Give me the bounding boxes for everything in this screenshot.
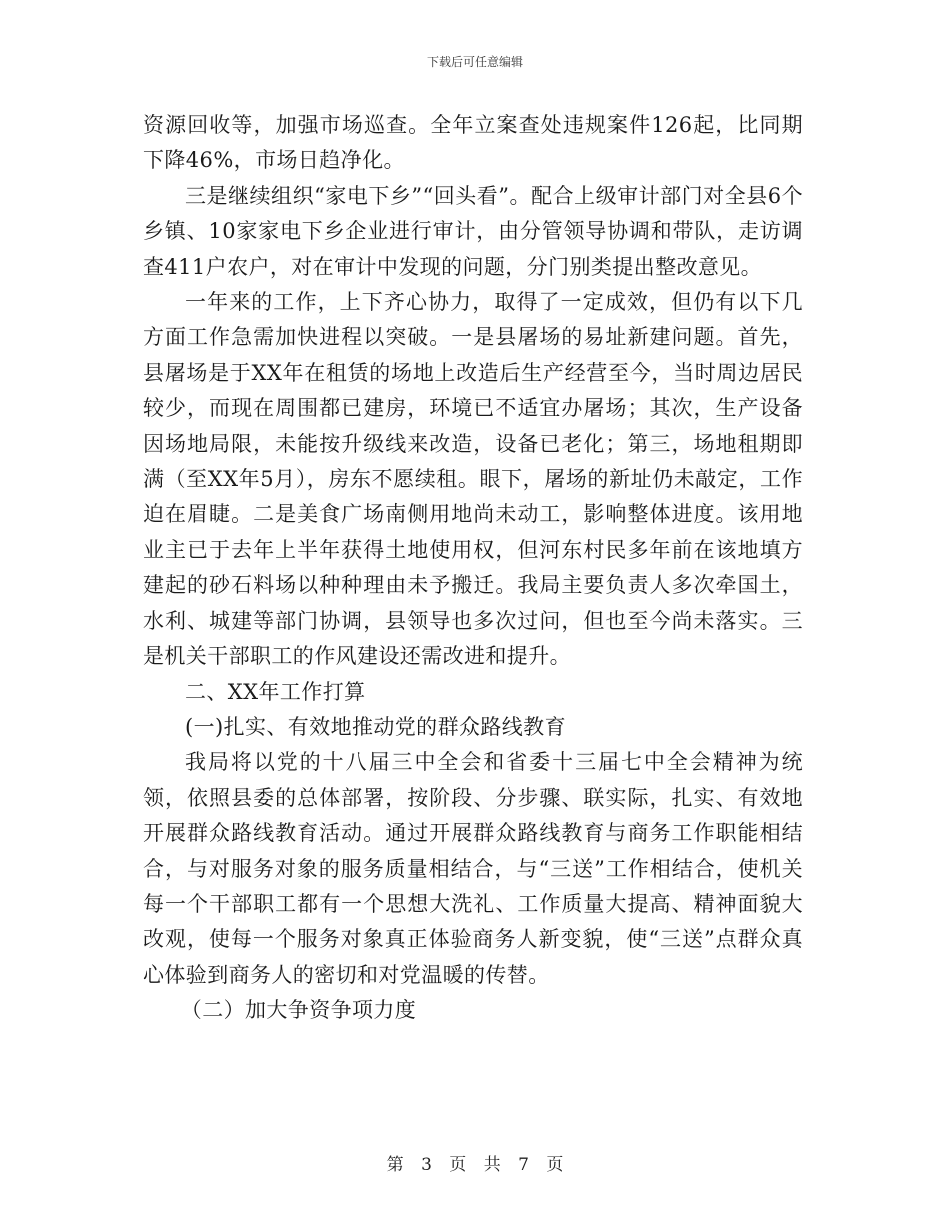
subheading-funding: （二）加大争资争项力度: [180, 998, 417, 1023]
footer-label-ye-2: 页: [546, 1155, 564, 1175]
total-page-number: 7: [518, 1155, 529, 1175]
page-header: 下载后可任意编辑: [426, 55, 523, 69]
paragraph-continuation: 资源回收等，加强市场巡查。全年立案查处违规案件126起，比同期下降46%，市场日趋净化。: [143, 113, 803, 173]
paragraph-mass-line-education: 我局将以党的十八届三中全会和省委十三届七中全会精神为统领，依照县委的总体部署，按阶段、分步骤、联实际，扎实、有效地开展群众路线教育活动。通过开展群众路线教育与商务工作职能相结合，与对服务对象的服务质量相结合，与“三送”工作相结合，使机关每一个干部职工都有一个思想大洗礼、工作质量大提高、精神面貌大改观，使每一个服务对象真正体验商务人新变貌，使“三送”点群众真心体验到商务人的密切和对党温暖的传替。: [143, 750, 803, 987]
footer-label-gong: 共: [483, 1155, 501, 1175]
footer-label-di: 第: [386, 1155, 404, 1175]
subheading-mass-line: (一)扎实、有效地推动党的群众路线教育: [185, 714, 566, 739]
paragraph-appliance-audit: 三是继续组织“家电下乡”“回头看”。配合上级审计部门对全县6个乡镇、10家家电下乡企业进行审计，由分管领导协调和带队，走访调查411户农户，对在审计中发现的问题，分门别类提出整改意见。: [143, 183, 803, 279]
paragraph-problems: 一年来的工作，上下齐心协力，取得了一定成效，但仍有以下几方面工作急需加快进程以突破。一是县屠场的易址新建问题。首先，县屠场是于XX年在租赁的场地上改造后生产经营至今，当时周边居民较少，而现在周围都已建房，环境已不适宜办屠场；其次，生产设备因场地局限，未能按升级线来改造，设备已老化；第三，场地租期即满（至XX年5月），房东不愿续租。眼下，屠场的新址仍未敲定，工作迫在眉睫。二是美食广场南侧用地尚未动工，影响整体进度。该用地业主已于去年上半年获得土地使用权，但河东村民多年前在该地填方建起的砂石料场以种种理由未予搬迁。我局主要负责人多次牵国土，水利、城建等部门协调，县领导也多次过问，但也至今尚未落实。三是机关干部职工的作风建设还需改进和提升。: [143, 290, 803, 669]
current-page-number: 3: [421, 1155, 432, 1175]
document-body: [143, 108, 803, 1029]
section-heading-plans: 二、XX年工作打算: [185, 679, 366, 704]
footer-label-ye: 页: [449, 1155, 467, 1175]
page-footer: [0, 1154, 950, 1176]
